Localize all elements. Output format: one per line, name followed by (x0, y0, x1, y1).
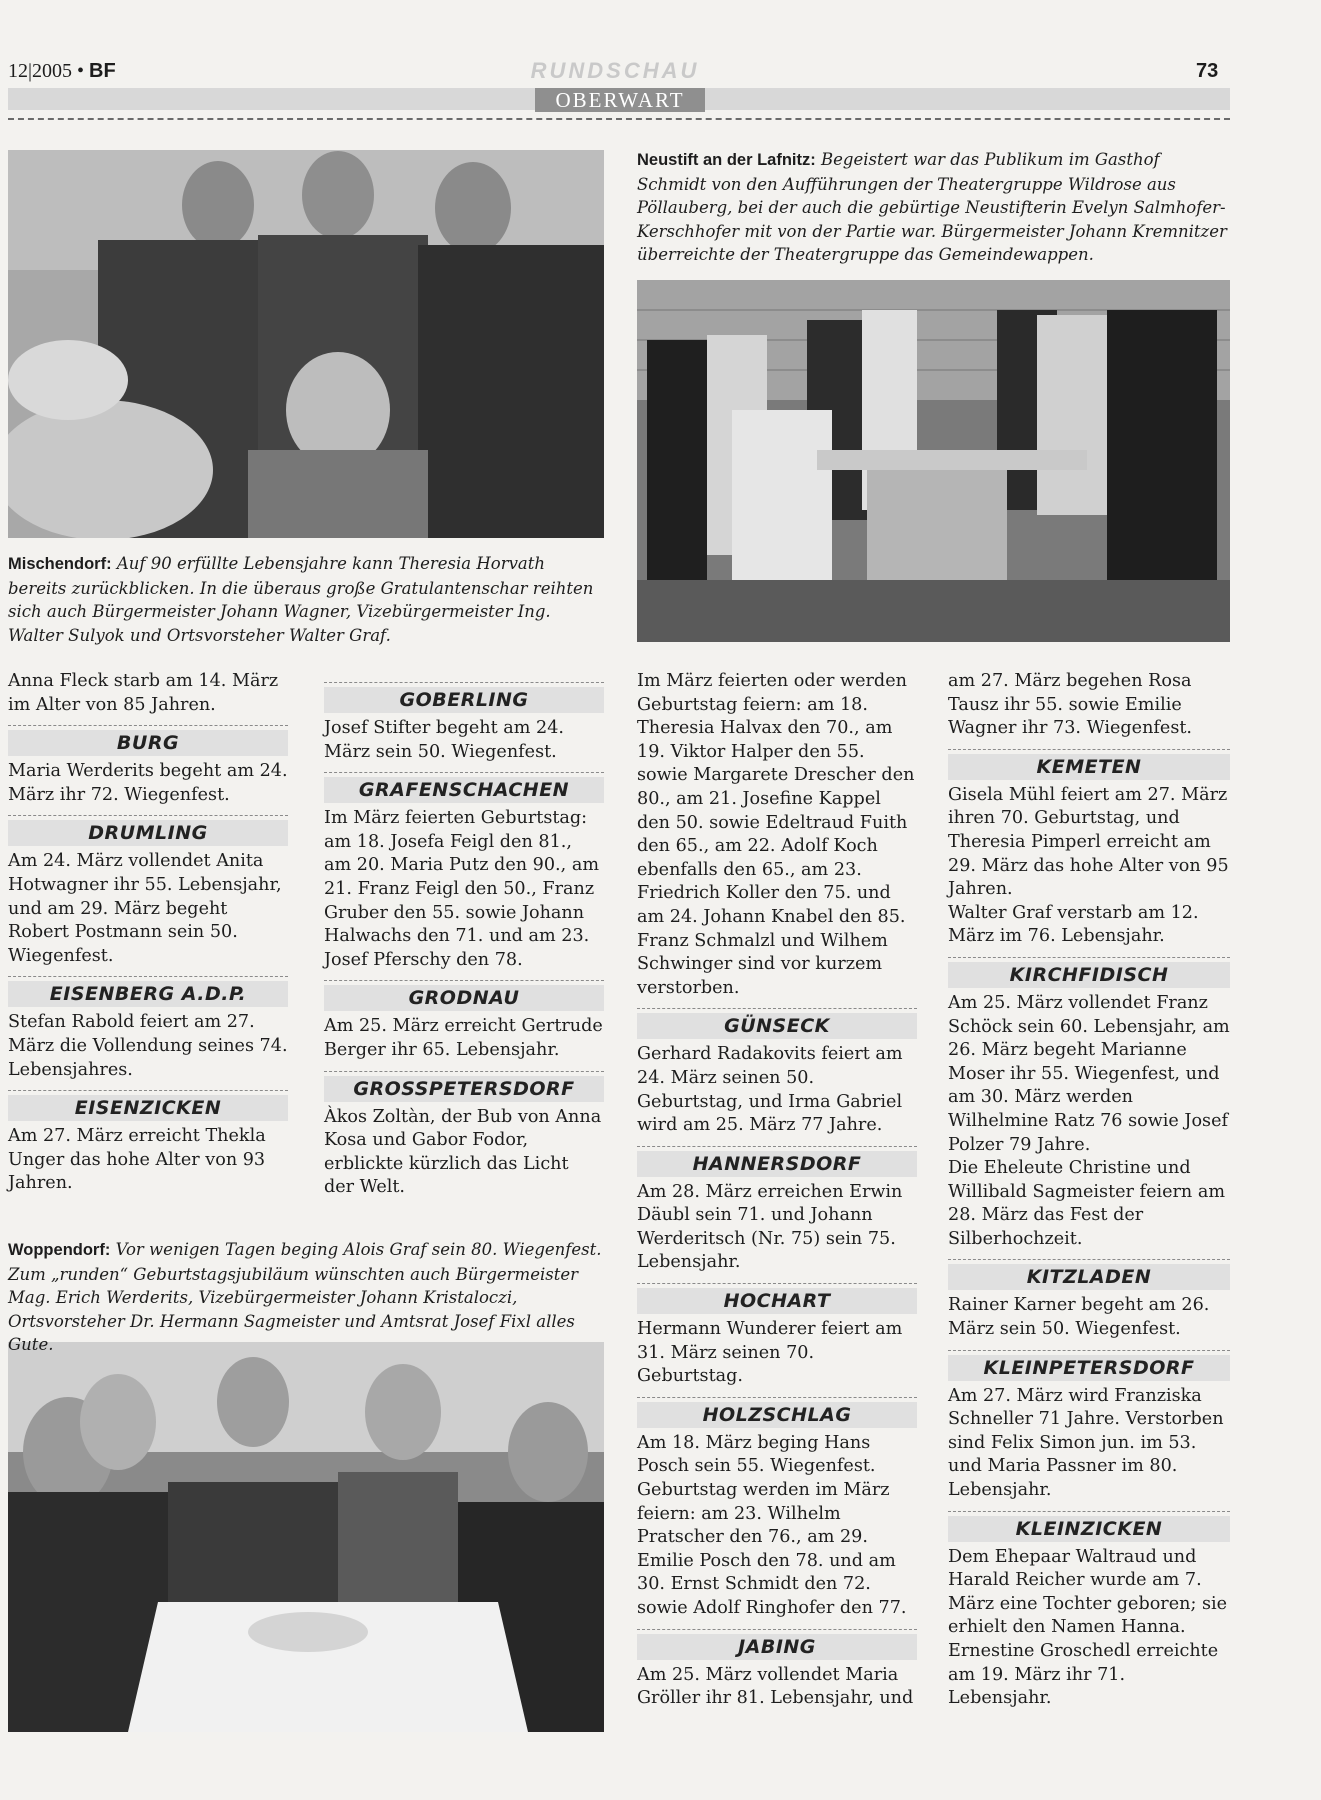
village-heading (948, 957, 1230, 988)
article-text: Walter Graf verstarb am 12. März im 76. Lebensjahr. (948, 902, 1199, 947)
village-heading (324, 1071, 604, 1102)
caption-woppendorf (8, 1238, 606, 1357)
article-text: Dem Ehepaar Waltraud und Harald Reicher wurde am 7. März eine Tochter geboren; sie erhielt den Namen Hanna. Ernestine Groschedl erreichte am 19. März ihr 71. Lebensjahr. (948, 1546, 1228, 1709)
issue-date: 12|2005 • (8, 60, 85, 82)
heading-text: GRAFENSCHACHEN (324, 777, 604, 803)
article-text: Die Eheleute Christine und Willibald Sagmeister feiern am 28. März das Fest der Silberhochzeit. (948, 1158, 1226, 1249)
column-2 (324, 670, 604, 1200)
caption-place: Neustift an der Lafnitz: (637, 151, 816, 169)
heading-text: EISENBERG A.D.P. (8, 981, 288, 1007)
village-heading (948, 749, 1230, 780)
column-4 (948, 670, 1230, 1711)
photo-mischendorf (8, 150, 604, 538)
article-text: Am 25. März vollendet Maria Gröller ihr 81. Lebensjahr, und (637, 1664, 914, 1709)
heading-text: KIRCHFIDISCH (948, 962, 1230, 988)
article-text: Am 25. März vollendet Franz Schöck sein 60. Lebensjahr, am 26. März begeht Marianne Moser ihr 55. Wiegenfest, und am 30. März werden Wilhelmine Ratz 76 sowie Josef Polzer 79 Jahre. (948, 992, 1230, 1155)
village-heading (637, 1146, 917, 1177)
caption-text: Auf 90 erfüllte Lebensjahre kann Theresia Horvath bereits zurückblicken. In die überaus große Gratulantenschar reihten sich auch Bürgermeister Johann Wagner, Vizebürgermeister Ing. Walter Sulyok und Ortsvorsteher Walter Graf. (8, 554, 594, 645)
caption-text: Vor wenigen Tagen beging Alois Graf sein 80. Wiegenfest. Zum „runden“ Geburtstagsjubiläum wünschten auch Bürgermeister Mag. Erich Werderits, Vizebürgermeister Johann Kristaloczi, Ortsvorsteher Dr. Hermann Sagmeister und Amtsrat Josef Fixl alles Gute. (8, 1240, 602, 1354)
column-3 (637, 670, 917, 1711)
article-text: Gerhard Radakovits feiert am 24. März seinen 50. Geburtstag, und Irma Gabriel wird am 25. März 77 Jahre. (637, 1044, 903, 1136)
caption-text: Begeistert war das Publikum im Gasthof Schmidt von den Aufführungen der Theatergruppe Wildrose aus Pöllauberg, bei der auch die gebürtige Neustifterin Evelyn Salmhofer-Kerschhofer mit von der Partie war. Bürgermeister Johann Kremnitzer überreichte der Theatergruppe das Gemeindewappen. (637, 150, 1227, 264)
village-heading (637, 1397, 917, 1428)
heading-text: GROSSPETERSDORF (324, 1076, 604, 1102)
heading-text: GÜNSECK (637, 1013, 917, 1039)
village-heading (637, 1008, 917, 1039)
heading-text: KITZLADEN (948, 1264, 1230, 1290)
article-text: Im März feierten Geburtstag: am 18. Josefa Feigl den 81., am 20. Maria Putz den 90., am 21. Franz Feigl den 50., Franz Gruber den 55. sowie Johann Halwachs den 71. und am 23. Josef Pferschy den 78. (324, 808, 599, 970)
heading-text: HOCHART (637, 1288, 917, 1314)
caption-place: Woppendorf: (8, 1241, 111, 1259)
article-text: Maria Werderits begeht am 24. März ihr 72. Wiegenfest. (8, 761, 288, 805)
column-1 (8, 670, 288, 1196)
article-text: Am 27. März wird Franziska Schneller 71 Jahre. Verstorben sind Felix Simon jun. im 53. und Maria Passner im 80. Lebensjahr. (948, 1385, 1224, 1501)
village-heading (8, 815, 288, 846)
heading-text: HANNERSDORF (637, 1151, 917, 1177)
village-heading (8, 1090, 288, 1121)
village-heading (8, 725, 288, 756)
article-text: Am 27. März erreicht Thekla Unger das hohe Alter von 93 Jahren. (8, 1126, 266, 1194)
village-heading (324, 980, 604, 1011)
brand-label: BF (89, 60, 116, 82)
section-title: RUNDSCHAU (530, 58, 700, 83)
caption-mischendorf (8, 552, 606, 647)
article-text: Im März feierten oder werden Geburtstag feiern: am 18. Theresia Halvax den 70., am 19. Viktor Halper den 55. sowie Margarete Drescher den 80., am 21. Josefine Kappel den 50. sowie Edeltraud Fuith den 65., am 22. Adolf Koch ebenfalls den 65., am 23. Friedrich Koller den 75. und am 24. Johann Knabel den 85. Franz Schmalzl und Wilhem Schwinger sind vor kurzem verstorben. (637, 671, 915, 998)
heading-text: GRODNAU (324, 985, 604, 1011)
village-heading (948, 1511, 1230, 1542)
caption-neustift (637, 148, 1227, 267)
heading-text: GOBERLING (324, 687, 604, 713)
article-text: Gisela Mühl feiert am 27. März ihren 70. Geburtstag, und Theresia Pimperl erreicht am 29. März das hohe Alter von 95 Jahren. (948, 784, 1229, 900)
heading-text: KEMETEN (948, 754, 1230, 780)
heading-text: EISENZICKEN (8, 1095, 288, 1121)
heading-text: BURG (8, 730, 288, 756)
village-heading (637, 1629, 917, 1660)
village-heading (8, 976, 288, 1007)
photo-neustift (637, 280, 1230, 642)
article-text: Àkos Zoltàn, der Bub von Anna Kosa und Gabor Fodor, erblickte kürzlich das Licht der Welt. (324, 1106, 602, 1198)
region-label: OBERWART (535, 88, 705, 112)
page-number: 73 (1196, 60, 1219, 82)
village-heading (324, 682, 604, 713)
article-text: Stefan Rabold feiert am 27. März die Vollendung seines 74. Lebensjahres. (8, 1012, 288, 1080)
heading-text: DRUMLING (8, 820, 288, 846)
article-text: Am 28. März erreichen Erwin Däubl sein 71. und Johann Werderitsch (Nr. 75) sein 75. Lebensjahr. (637, 1181, 903, 1273)
article-text: Anna Fleck starb am 14. März im Alter von 85 Jahren. (8, 671, 279, 715)
header-rule (8, 118, 1230, 120)
photo-woppendorf (8, 1342, 604, 1732)
article-text: Josef Stifter begeht am 24. März sein 50. Wiegenfest. (324, 718, 565, 762)
village-heading (948, 1350, 1230, 1381)
heading-text: KLEINZICKEN (948, 1516, 1230, 1542)
heading-text: KLEINPETERSDORF (948, 1355, 1230, 1381)
heading-text: HOLZSCHLAG (637, 1402, 917, 1428)
village-heading (948, 1259, 1230, 1290)
article-text: am 27. März begehen Rosa Tausz ihr 55. sowie Emilie Wagner ihr 73. Wiegenfest. (948, 671, 1193, 739)
article-text: Rainer Karner begeht am 26. März sein 50. Wiegenfest. (948, 1295, 1210, 1340)
heading-text: JABING (637, 1634, 917, 1660)
village-heading (324, 772, 604, 803)
article-text: Hermann Wunderer feiert am 31. März seinen 70. Geburtstag. (637, 1319, 903, 1387)
article-text: Am 18. März beging Hans Posch sein 55. Wiegenfest. Geburtstag werden im März feiern: am 23. Wilhelm Pratscher den 76., am 29. Emilie Posch den 78. und am 30. Ernst Schmidt den 72. sowie Adolf Ringhofer den 77. (637, 1432, 907, 1618)
article-text: Am 24. März vollendet Anita Hotwagner ihr 55. Lebensjahr, und am 29. März begeht Robert Postmann sein 50. Wiegenfest. (8, 851, 282, 966)
caption-place: Mischendorf: (8, 555, 112, 573)
village-heading (637, 1283, 917, 1314)
article-text: Am 25. März erreicht Gertrude Berger ihr 65. Lebensjahr. (324, 1016, 603, 1060)
